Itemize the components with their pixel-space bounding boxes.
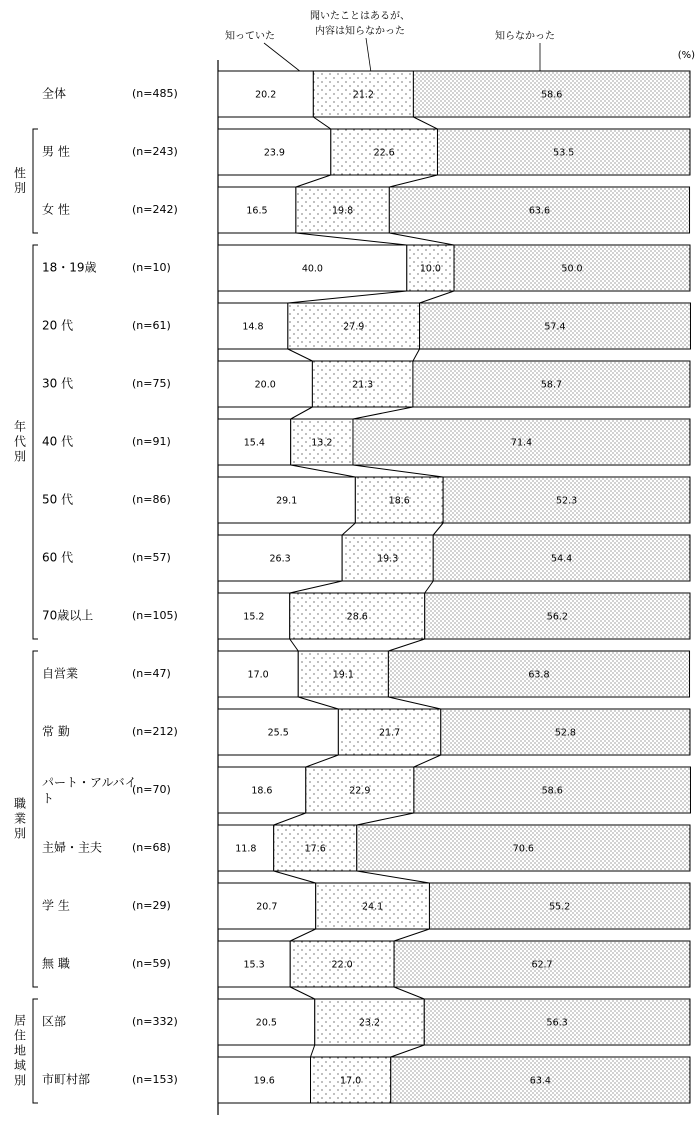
connector-line — [414, 755, 441, 767]
connector-line — [274, 871, 316, 883]
legend-label: 知っていた — [225, 31, 275, 42]
data-label: 18.6 — [388, 495, 410, 507]
data-label: 53.5 — [553, 147, 575, 159]
data-label: 58.6 — [541, 89, 563, 101]
row-label: 20 代 — [42, 318, 74, 333]
connector-line — [394, 929, 429, 941]
row-label: 30 代 — [42, 376, 74, 391]
data-label: 63.4 — [529, 1075, 551, 1087]
n-label: (n=153) — [132, 1073, 178, 1086]
data-label: 10.0 — [419, 263, 441, 275]
connector-line — [433, 523, 443, 535]
row-label: 女 性 — [42, 202, 70, 217]
n-label: (n=86) — [132, 493, 171, 506]
n-label: (n=68) — [132, 841, 171, 854]
connector-line — [413, 349, 420, 361]
data-label: 15.2 — [243, 611, 265, 623]
group-label: 居 — [13, 1013, 27, 1028]
data-label: 22.6 — [373, 147, 395, 159]
n-label: (n=243) — [132, 145, 178, 158]
connector-line — [353, 407, 413, 419]
group-bracket — [33, 999, 38, 1103]
data-label: 29.1 — [276, 495, 298, 507]
group-label: 別 — [13, 826, 27, 841]
data-label: 17.6 — [304, 843, 326, 855]
connector-line — [413, 117, 437, 129]
legend-label: 聞いたことはあるが、 — [310, 11, 410, 22]
data-label: 52.3 — [555, 495, 578, 507]
data-label: 15.4 — [243, 437, 265, 449]
n-label: (n=242) — [132, 203, 178, 216]
group-bracket — [33, 129, 38, 233]
data-label: 21.2 — [352, 89, 374, 101]
data-label: 23.2 — [358, 1017, 381, 1029]
data-label: 62.7 — [531, 959, 553, 971]
connector-line — [389, 175, 437, 187]
group-bracket — [33, 651, 38, 987]
connector-line — [394, 987, 424, 999]
data-label: 14.8 — [242, 321, 264, 333]
group-label: 域 — [13, 1058, 27, 1073]
n-label: (n=57) — [132, 551, 171, 564]
data-label: 55.2 — [549, 901, 571, 913]
group-label: 住 — [13, 1028, 27, 1043]
legend-label: 知らなかった — [495, 31, 555, 42]
connector-line — [291, 465, 356, 477]
connector-line — [357, 813, 414, 825]
data-label: 25.5 — [267, 727, 289, 739]
row-label: パート・アルバイ — [42, 775, 137, 790]
row-label: 40 代 — [42, 434, 74, 449]
n-label: (n=47) — [132, 667, 171, 680]
row-label: 学 生 — [42, 898, 70, 913]
row-label: 50 代 — [42, 492, 74, 507]
connector-line — [274, 813, 306, 825]
connector-line — [288, 291, 407, 303]
connector-line — [290, 581, 342, 593]
data-label: 19.8 — [332, 205, 354, 217]
data-label: 63.6 — [528, 205, 551, 217]
data-label: 13.2 — [311, 437, 333, 449]
n-label: (n=10) — [132, 261, 171, 274]
group-label: 性 — [13, 166, 27, 180]
n-label: (n=212) — [132, 725, 178, 738]
data-label: 17.0 — [340, 1075, 362, 1087]
connector-line — [291, 407, 313, 419]
connector-line — [311, 1045, 315, 1057]
row-label: ト — [42, 791, 55, 806]
connector-line — [298, 697, 338, 709]
leader-line — [366, 38, 371, 75]
n-label: (n=59) — [132, 957, 171, 970]
row-label: 全体 — [42, 86, 67, 101]
data-label: 27.9 — [343, 321, 365, 333]
group-label: 職 — [13, 796, 27, 811]
group-bracket — [33, 245, 38, 639]
connector-line — [357, 871, 430, 883]
data-label: 70.6 — [512, 843, 534, 855]
connector-line — [388, 639, 424, 651]
data-label: 11.8 — [235, 843, 257, 855]
data-label: 16.5 — [246, 205, 268, 217]
group-label: 別 — [13, 181, 27, 195]
row-label: 男 性 — [42, 144, 70, 159]
data-label: 22.0 — [331, 959, 353, 971]
data-label: 19.3 — [377, 553, 399, 565]
data-label: 63.8 — [528, 669, 550, 681]
data-label: 22.9 — [349, 785, 371, 797]
data-label: 40.0 — [301, 263, 323, 275]
connector-line — [290, 639, 298, 651]
connector-line — [290, 929, 315, 941]
row-label: 18・19歳 — [42, 260, 97, 275]
connector-line — [296, 175, 331, 187]
data-label: 58.6 — [541, 785, 563, 797]
data-label: 24.1 — [362, 901, 384, 913]
data-label: 19.6 — [253, 1075, 275, 1087]
data-label: 56.3 — [546, 1017, 568, 1029]
legend-label: 内容は知らなかった — [315, 26, 405, 37]
data-label: 52.8 — [554, 727, 576, 739]
connector-line — [353, 465, 443, 477]
row-label: 70歳以上 — [42, 608, 94, 623]
data-label: 19.1 — [332, 669, 354, 681]
connector-line — [306, 755, 339, 767]
group-label: 別 — [13, 449, 27, 464]
n-label: (n=61) — [132, 319, 171, 332]
data-label: 21.3 — [352, 379, 374, 391]
n-label: (n=75) — [132, 377, 171, 390]
data-label: 23.9 — [263, 147, 285, 159]
data-label: 20.2 — [255, 89, 277, 101]
data-label: 57.4 — [544, 321, 566, 333]
connector-line — [290, 987, 315, 999]
n-label: (n=70) — [132, 783, 171, 796]
connector-line — [420, 291, 454, 303]
row-label: 自営業 — [42, 666, 79, 681]
row-label: 60 代 — [42, 550, 74, 565]
group-label: 地 — [13, 1043, 27, 1058]
data-label: 15.3 — [243, 959, 265, 971]
n-label: (n=91) — [132, 435, 171, 448]
connector-line — [425, 581, 433, 593]
data-label: 20.5 — [255, 1017, 277, 1029]
connector-line — [313, 117, 330, 129]
data-label: 71.4 — [510, 437, 533, 449]
connector-line — [288, 349, 313, 361]
group-label: 年 — [13, 419, 27, 434]
connector-line — [391, 1045, 425, 1057]
row-label: 無 職 — [42, 956, 70, 971]
n-label: (n=332) — [132, 1015, 178, 1028]
n-label: (n=29) — [132, 899, 171, 912]
unit-label: (%) — [677, 50, 695, 61]
group-label: 代 — [13, 434, 27, 449]
n-label: (n=105) — [132, 609, 178, 622]
connector-line — [388, 697, 440, 709]
data-label: 58.7 — [540, 379, 563, 391]
data-label: 21.7 — [378, 727, 401, 739]
row-label: 市町村部 — [42, 1072, 91, 1087]
connector-line — [389, 233, 454, 245]
data-label: 20.0 — [254, 379, 276, 391]
connector-line — [296, 233, 407, 245]
group-label: 業 — [13, 811, 27, 826]
data-label: 26.3 — [269, 553, 291, 565]
data-label: 18.6 — [251, 785, 273, 797]
group-label: 別 — [13, 1073, 27, 1088]
n-label: (n=485) — [132, 87, 178, 100]
data-label: 17.0 — [247, 669, 269, 681]
connector-line — [342, 523, 355, 535]
row-label: 主婦・主夫 — [42, 840, 103, 855]
data-label: 50.0 — [561, 263, 583, 275]
row-label: 常 勤 — [42, 724, 70, 739]
data-label: 20.7 — [256, 901, 278, 913]
data-label: 54.4 — [551, 553, 573, 565]
row-label: 区部 — [42, 1014, 67, 1029]
data-label: 56.2 — [546, 611, 568, 623]
data-label: 28.6 — [346, 611, 368, 623]
